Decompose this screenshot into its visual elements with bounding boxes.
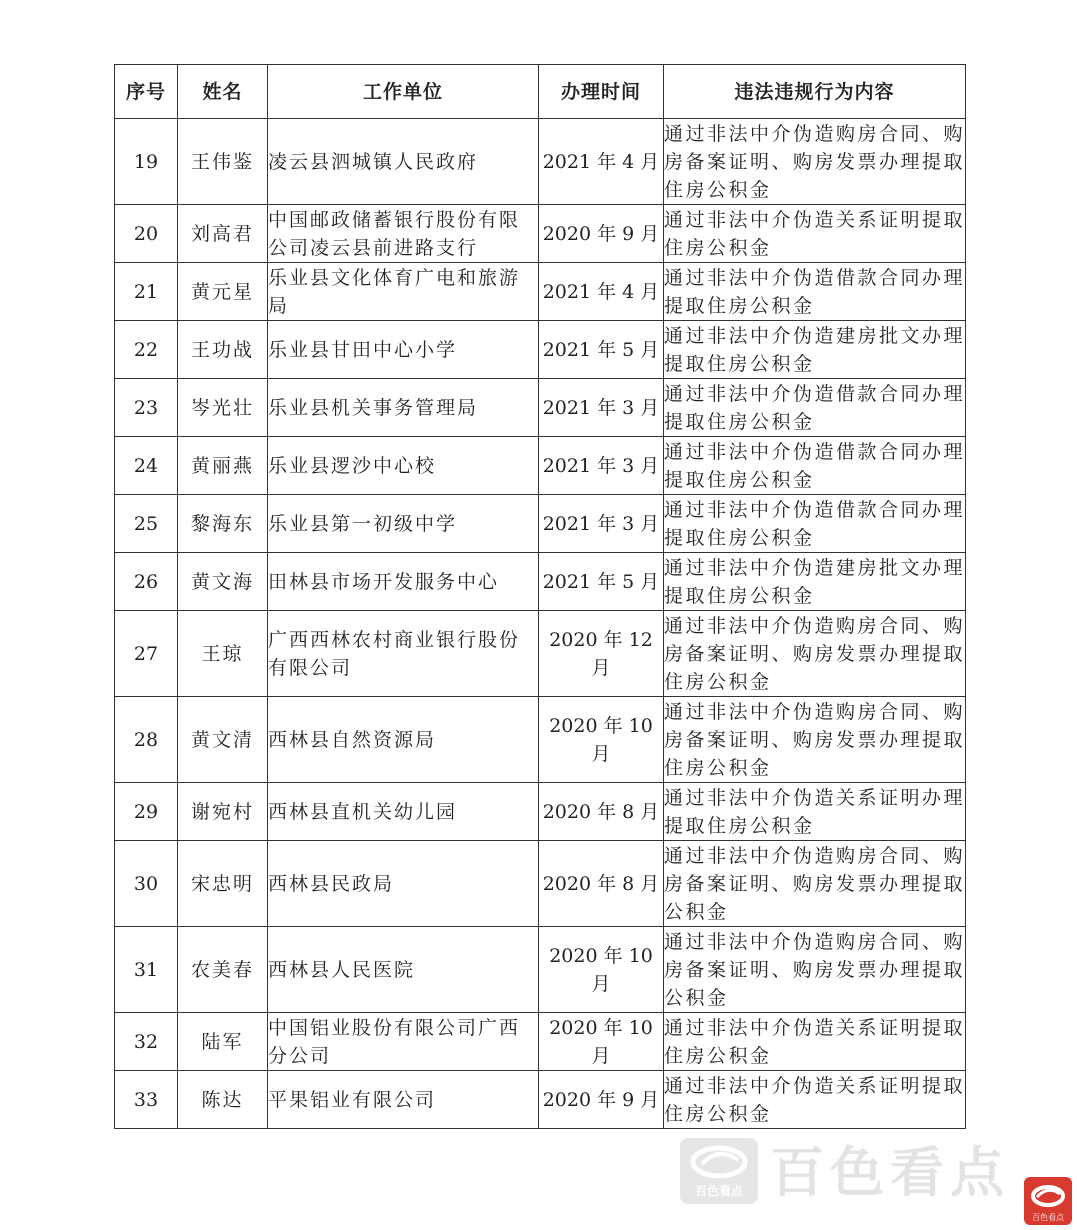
cell-no: 21 (115, 263, 178, 321)
cell-no: 29 (115, 783, 178, 841)
corner-swirl-icon (1024, 1177, 1072, 1213)
cell-unit: 西林县直机关幼儿园 (268, 783, 539, 841)
cell-violation: 通过非法中介伪造购房合同、购房备案证明、购房发票办理提取住房公积金 (664, 697, 966, 783)
cell-name: 黄丽燕 (178, 437, 268, 495)
cell-no: 30 (115, 841, 178, 927)
cell-violation: 通过非法中介伪造购房合同、购房备案证明、购房发票办理提取住房公积金 (664, 119, 966, 205)
cell-name: 王琼 (178, 611, 268, 697)
table-row (115, 437, 966, 495)
table-row (115, 697, 966, 783)
cell-violation: 通过非法中介伪造购房合同、购房备案证明、购房发票办理提取住房公积金 (664, 611, 966, 697)
cell-date: 2020 年 9 月 (539, 205, 664, 263)
cell-name: 农美春 (178, 927, 268, 1013)
table-row (115, 553, 966, 611)
cell-violation: 通过非法中介伪造借款合同办理提取住房公积金 (664, 263, 966, 321)
cell-name: 陈达 (178, 1071, 268, 1129)
cell-violation: 通过非法中介伪造关系证明提取住房公积金 (664, 1071, 966, 1129)
cell-unit: 乐业县第一初级中学 (268, 495, 539, 553)
cell-date: 2020 年 10 月 (539, 697, 664, 783)
cell-violation: 通过非法中介伪造购房合同、购房备案证明、购房发票办理提取公积金 (664, 927, 966, 1013)
cell-date: 2020 年 12 月 (539, 611, 664, 697)
cell-name: 黄文海 (178, 553, 268, 611)
cell-violation: 通过非法中介伪造建房批文办理提取住房公积金 (664, 553, 966, 611)
cell-no: 25 (115, 495, 178, 553)
corner-logo (1024, 1177, 1072, 1225)
cell-name: 谢宛村 (178, 783, 268, 841)
header-no: 序号 (115, 65, 178, 119)
table-row (115, 841, 966, 927)
cell-violation: 通过非法中介伪造关系证明办理提取住房公积金 (664, 783, 966, 841)
cell-date: 2020 年 9 月 (539, 1071, 664, 1129)
cell-unit: 凌云县泗城镇人民政府 (268, 119, 539, 205)
watermark-brand: 百色看点 (770, 1141, 1010, 1204)
cell-no: 23 (115, 379, 178, 437)
cell-unit: 乐业县逻沙中心校 (268, 437, 539, 495)
header-violation: 违法违规行为内容 (664, 65, 966, 119)
table-row (115, 321, 966, 379)
table-row (115, 927, 966, 1013)
cell-violation: 通过非法中介伪造借款合同办理提取住房公积金 (664, 437, 966, 495)
table-row (115, 119, 966, 205)
cell-no: 26 (115, 553, 178, 611)
cell-no: 19 (115, 119, 178, 205)
cell-name: 宋忠明 (178, 841, 268, 927)
cell-date: 2020 年 8 月 (539, 841, 664, 927)
cell-name: 王伟鉴 (178, 119, 268, 205)
cell-unit: 乐业县文化体育广电和旅游局 (268, 263, 539, 321)
cell-date: 2020 年 10 月 (539, 927, 664, 1013)
cell-violation: 通过非法中介伪造关系证明提取住房公积金 (664, 205, 966, 263)
table-row (115, 611, 966, 697)
header-name: 姓名 (178, 65, 268, 119)
cell-unit: 西林县民政局 (268, 841, 539, 927)
table-row (115, 783, 966, 841)
cell-unit: 广西西林农村商业银行股份有限公司 (268, 611, 539, 697)
cell-unit: 中国邮政储蓄银行股份有限公司凌云县前进路支行 (268, 205, 539, 263)
cell-no: 27 (115, 611, 178, 697)
table-row (115, 1013, 966, 1071)
cell-violation: 通过非法中介伪造借款合同办理提取住房公积金 (664, 495, 966, 553)
cell-violation: 通过非法中介伪造关系证明提取住房公积金 (664, 1013, 966, 1071)
cell-no: 31 (115, 927, 178, 1013)
records-table (114, 64, 966, 1129)
header-unit: 工作单位 (268, 65, 539, 119)
cell-no: 28 (115, 697, 178, 783)
cell-name: 刘高君 (178, 205, 268, 263)
cell-date: 2021 年 5 月 (539, 553, 664, 611)
table-row (115, 263, 966, 321)
cell-unit: 乐业县甘田中心小学 (268, 321, 539, 379)
cell-name: 黄元星 (178, 263, 268, 321)
cell-name: 陆军 (178, 1013, 268, 1071)
cell-date: 2021 年 3 月 (539, 495, 664, 553)
cell-name: 王功战 (178, 321, 268, 379)
cell-date: 2021 年 4 月 (539, 119, 664, 205)
cell-violation: 通过非法中介伪造借款合同办理提取住房公积金 (664, 379, 966, 437)
cell-unit: 平果铝业有限公司 (268, 1071, 539, 1129)
swirl-logo-icon (680, 1138, 758, 1184)
cell-date: 2021 年 3 月 (539, 379, 664, 437)
table-row (115, 495, 966, 553)
cell-violation: 通过非法中介伪造购房合同、购房备案证明、购房发票办理提取公积金 (664, 841, 966, 927)
cell-unit: 中国铝业股份有限公司广西分公司 (268, 1013, 539, 1071)
table-header-row (115, 65, 966, 119)
cell-unit: 西林县自然资源局 (268, 697, 539, 783)
cell-unit: 西林县人民医院 (268, 927, 539, 1013)
cell-unit: 乐业县机关事务管理局 (268, 379, 539, 437)
table-row (115, 379, 966, 437)
cell-date: 2021 年 5 月 (539, 321, 664, 379)
cell-no: 22 (115, 321, 178, 379)
cell-no: 33 (115, 1071, 178, 1129)
table-row (115, 205, 966, 263)
cell-name: 黎海东 (178, 495, 268, 553)
corner-logo-label: 百色看点 (1032, 1213, 1064, 1222)
cell-date: 2021 年 4 月 (539, 263, 664, 321)
cell-name: 岑光壮 (178, 379, 268, 437)
cell-name: 黄文清 (178, 697, 268, 783)
cell-no: 32 (115, 1013, 178, 1071)
cell-date: 2020 年 8 月 (539, 783, 664, 841)
cell-date: 2021 年 3 月 (539, 437, 664, 495)
cell-date: 2020 年 10 月 (539, 1013, 664, 1071)
header-date: 办理时间 (539, 65, 664, 119)
table-row (115, 1071, 966, 1129)
cell-violation: 通过非法中介伪造建房批文办理提取住房公积金 (664, 321, 966, 379)
watermark-logo (680, 1138, 758, 1204)
watermark-logo-label: 百色看点 (694, 1184, 743, 1198)
cell-no: 20 (115, 205, 178, 263)
cell-unit: 田林县市场开发服务中心 (268, 553, 539, 611)
cell-no: 24 (115, 437, 178, 495)
